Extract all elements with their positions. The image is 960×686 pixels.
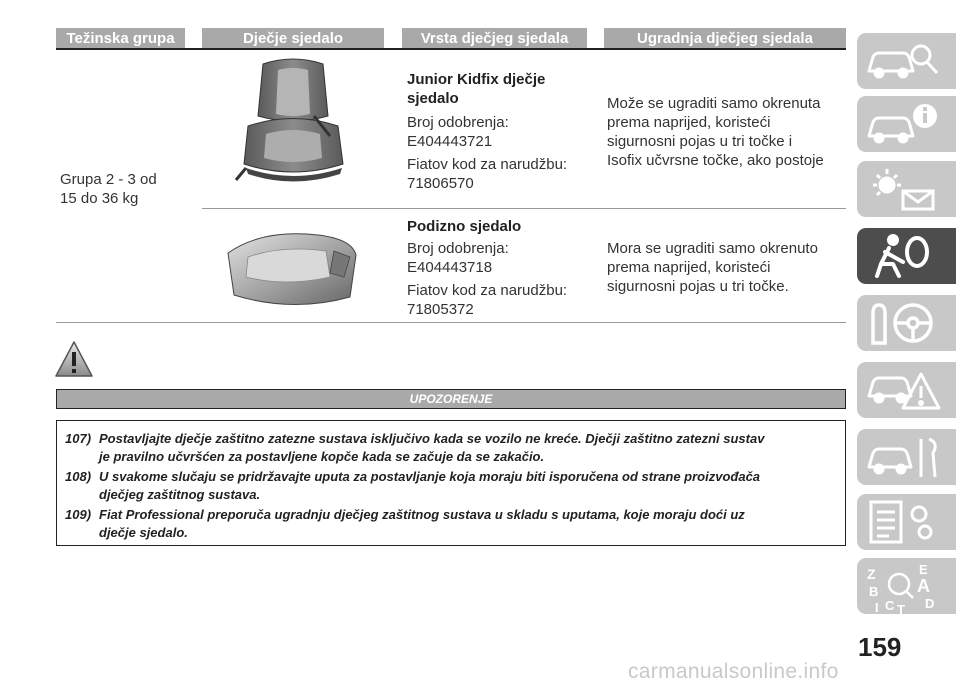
approval-label-2: Broj odobrenja: <box>407 240 509 257</box>
header-seat-installation: Ugradnja dječjeg sjedala <box>604 28 846 48</box>
order-code-label-1: Fiatov kod za narudžbu: <box>407 156 568 173</box>
alphabet-index-icon <box>863 562 943 614</box>
warning-text-line-1: U svakome slučaju se pridržavajte uputa za postavljanje koja moraju biti isporučena od strane proizvođača <box>99 469 761 484</box>
chapter-tab-1[interactable] <box>857 33 956 89</box>
header-seat-type: Vrsta dječjeg sjedala <box>402 28 587 48</box>
chapter-tab-3[interactable] <box>857 161 956 217</box>
chapter-tab-7[interactable] <box>857 429 956 485</box>
chapter-tab-6[interactable] <box>857 362 956 418</box>
document-gear-icon <box>863 498 943 546</box>
page-number: 159 <box>858 632 902 662</box>
seat-title-1-line-2: sjedalo <box>407 90 459 107</box>
order-code-2: 71805372 <box>407 301 474 318</box>
chapter-tab-8[interactable] <box>857 494 956 550</box>
warning-number: 109) <box>65 507 92 522</box>
warning-text-line-2: dječjeg zaštitnog sustava. <box>99 487 261 502</box>
index-letter: A <box>917 576 930 596</box>
weight-group-line-2: 15 do 36 kg <box>60 190 139 207</box>
header-weight-group: Težinska grupa <box>56 28 185 48</box>
warning-item-109 <box>65 506 835 542</box>
warning-text-line-2: dječje sjedalo. <box>99 525 188 540</box>
order-code-1: 71806570 <box>407 175 474 192</box>
approval-label-1: Broj odobrenja: <box>407 114 509 131</box>
airbag-seat-icon <box>863 232 943 280</box>
warning-text-line-1: Postavljajte dječje zaštitno zatezne sustava isključivo kada se vozilo ne kreće. Dječji zaštitno zatezni sustav <box>99 431 765 446</box>
installation-2-line-3: sigurnosni pojas u tri točke. <box>607 278 789 295</box>
installation-2-line-2: prema naprijed, koristeći <box>607 259 771 276</box>
installation-1-line-3: sigurnosni pojas u tri točke i <box>607 133 793 150</box>
order-code-label-2: Fiatov kod za narudžbu: <box>407 282 568 299</box>
warning-text-line-2: je pravilno učvršćen za postavljene kopče kada se začuje da se zakačio. <box>99 449 545 464</box>
table-bottom-rule <box>56 322 846 323</box>
installation-1-line-2: prema naprijed, koristeći <box>607 114 771 131</box>
car-warning-icon <box>863 366 943 414</box>
warning-number: 108) <box>65 469 92 484</box>
chapter-tab-2[interactable] <box>857 96 956 152</box>
index-letter: I <box>875 600 879 614</box>
chapter-tab-4[interactable] <box>857 228 956 284</box>
steering-wheel-icon <box>863 299 943 347</box>
light-mail-icon <box>863 165 943 213</box>
index-letter: E <box>919 562 928 577</box>
warning-label: UPOZORENJE <box>56 389 846 409</box>
car-info-icon <box>863 100 943 148</box>
index-letter: B <box>869 584 879 599</box>
car-tools-icon <box>863 433 943 481</box>
row-divider <box>202 208 846 209</box>
installation-1-line-4: Isofix učvrsne točke, ako postoje <box>607 152 824 169</box>
junior-kidfix-seat-image <box>218 56 368 186</box>
warning-text-line-1: Fiat Professional preporuča ugradnju dječjeg zaštitnog sustava u skladu s uputama, koje moraju doći uz <box>99 507 745 522</box>
installation-1-line-1: Može se ugraditi samo okrenuta <box>607 95 821 112</box>
chapter-tab-5[interactable] <box>857 295 956 351</box>
installation-2-line-1: Mora se ugraditi samo okrenuto <box>607 240 818 257</box>
weight-group-line-1: Grupa 2 - 3 od <box>60 171 157 188</box>
car-search-icon <box>863 37 943 85</box>
header-divider <box>56 48 846 50</box>
seat-title-1-line-1: Junior Kidfix dječje <box>407 71 546 88</box>
index-letter: T <box>897 602 905 614</box>
booster-cushion-image <box>222 215 362 315</box>
seat-title-2: Podizno sjedalo <box>407 218 522 235</box>
index-letter: C <box>885 598 895 613</box>
index-letter: D <box>925 596 935 611</box>
watermark: carmanualsonline.info <box>628 660 839 683</box>
approval-number-2: E404443718 <box>407 259 493 276</box>
chapter-tab-9[interactable] <box>857 558 956 614</box>
warning-item-107 <box>65 430 835 466</box>
header-child-seat: Dječje sjedalo <box>202 28 384 48</box>
warning-item-108 <box>65 468 835 504</box>
index-letter: Z <box>867 566 876 582</box>
approval-number-1: E404443721 <box>407 133 493 150</box>
warning-number: 107) <box>65 431 92 446</box>
warning-icon <box>54 340 94 380</box>
